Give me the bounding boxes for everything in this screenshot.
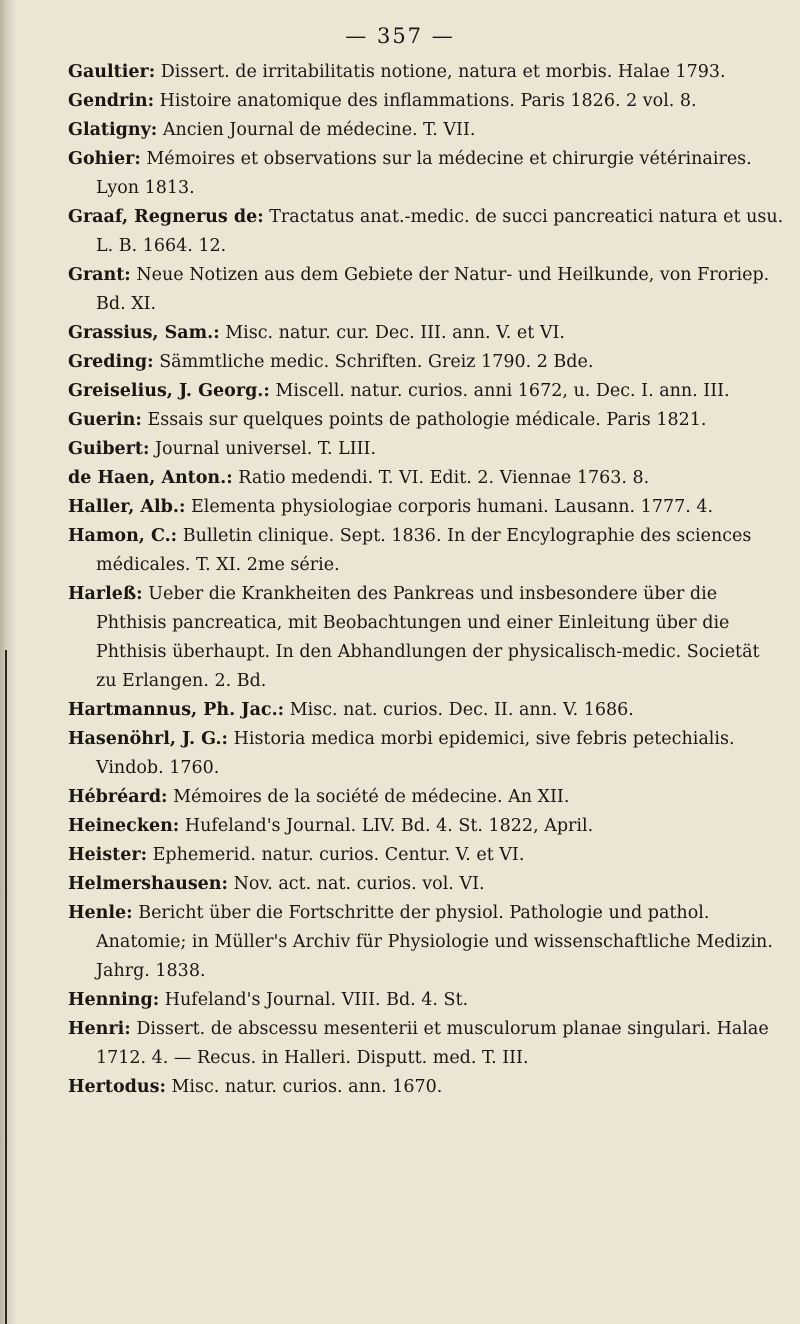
entry-text: Miscell. natur. curios. anni 1672, u. Dec. I. ann. III. [275, 381, 730, 401]
bibliography-entry [68, 319, 784, 348]
entry-author: Hamon, C.: [68, 526, 178, 546]
entry-author: Haller, Alb.: [68, 497, 186, 517]
entry-author: Guibert: [68, 439, 150, 459]
bibliography-entry [68, 377, 784, 406]
page-edge [0, 0, 16, 1324]
bibliography-entry [68, 725, 784, 783]
entry-text: Ueber die Krankheiten des Pankreas und insbesondere über die Phthisis pancreatica, mit Beobachtungen und einer Einleitung über die Phthisis überhaupt. In den Abhandlungen der physicalisch-medic. Societät zu Erlangen. 2. Bd. [96, 584, 760, 691]
entry-text: Histoire anatomique des inflammations. Paris 1826. 2 vol. 8. [159, 91, 697, 111]
entry-author: Gaultier: [68, 62, 156, 82]
entry-text: Bulletin clinique. Sept. 1836. In der Encylographie des sciences médicales. T. XI. 2me série. [96, 526, 752, 575]
entry-text: Tractatus anat.-medic. de succi pancreatici natura et usu. L. B. 1664. 12. [96, 207, 784, 256]
bibliography-entry [68, 406, 784, 435]
entry-text: Sämmtliche medic. Schriften. Greiz 1790. 2 Bde. [159, 352, 594, 372]
bibliography-entry [68, 435, 784, 464]
bibliography-entry [68, 783, 784, 812]
entry-text: Hufeland's Journal. LIV. Bd. 4. St. 1822, April. [184, 816, 594, 836]
bibliography-entry [68, 696, 784, 725]
bibliography-entry [68, 58, 784, 87]
entry-author: Grant: [68, 265, 131, 285]
bibliography-entry [68, 348, 784, 377]
bibliography-entry [68, 841, 784, 870]
entry-author: Gendrin: [68, 91, 155, 111]
entry-text: Dissert. de abscessu mesenterii et musculorum planae singulari. Halae 1712. 4. — Recus. in Halleri. Disputt. med. T. III. [96, 1019, 769, 1068]
bibliography-entry [68, 464, 784, 493]
bibliography-entry [68, 116, 784, 145]
entry-author: Greiselius, J. Georg.: [68, 381, 270, 401]
entry-text: Misc. nat. curios. Dec. II. ann. V. 1686. [289, 700, 634, 720]
bibliography-entry [68, 899, 784, 986]
bibliography-entry [68, 986, 784, 1015]
entry-text: Mémoires et observations sur la médecine et chirurgie vétérinaires. Lyon 1813. [96, 149, 752, 198]
entry-text: Misc. natur. curios. ann. 1670. [171, 1077, 443, 1097]
bibliography-entry [68, 522, 784, 580]
bibliography-entry [68, 145, 784, 203]
bibliography-entry [68, 1015, 784, 1073]
entry-text: Nov. act. nat. curios. vol. VI. [233, 874, 485, 894]
entry-author: Grassius, Sam.: [68, 323, 220, 343]
bibliography-entry [68, 812, 784, 841]
entry-author: Hartmannus, Ph. Jac.: [68, 700, 285, 720]
entry-author: Graaf, Regnerus de: [68, 207, 264, 227]
bibliography-entry [68, 261, 784, 319]
bibliography-entry [68, 493, 784, 522]
entry-text: Historia medica morbi epidemici, sive febris petechialis. Vindob. 1760. [96, 729, 735, 778]
entry-author: Hertodus: [68, 1077, 166, 1097]
bibliography-list [68, 58, 784, 1102]
entry-author: Heister: [68, 845, 148, 865]
entry-author: Greding: [68, 352, 154, 372]
bibliography-entry [68, 1073, 784, 1102]
bibliography-entry [68, 870, 784, 899]
page-number: — 357 — [345, 24, 455, 48]
entry-author: de Haen, Anton.: [68, 468, 233, 488]
entry-author: Hébréard: [68, 787, 168, 807]
entry-text: Mémoires de la société de médecine. An XII. [173, 787, 570, 807]
entry-text: Essais sur quelques points de pathologie médicale. Paris 1821. [147, 410, 707, 430]
entry-author: Gohier: [68, 149, 141, 169]
entry-text: Misc. natur. cur. Dec. III. ann. V. et VI. [225, 323, 565, 343]
entry-text: Bericht über die Fortschritte der physiol. Pathologie und pathol. Anatomie; in Müller's Archiv für Physiologie und wissenschaftliche Medizin. Jahrg. 1838. [96, 903, 773, 981]
entry-text: Ancien Journal de médecine. T. VII. [162, 120, 476, 140]
entry-author: Heinecken: [68, 816, 180, 836]
entry-author: Henri: [68, 1019, 131, 1039]
entry-author: Glatigny: [68, 120, 158, 140]
binding-line [5, 650, 7, 1324]
entry-text: Dissert. de irritabilitatis notione, natura et morbis. Halae 1793. [160, 62, 726, 82]
entry-author: Henle: [68, 903, 133, 923]
entry-text: Ephemerid. natur. curios. Centur. V. et VI. [152, 845, 525, 865]
bibliography-entry [68, 87, 784, 116]
entry-author: Guerin: [68, 410, 142, 430]
entry-text: Neue Notizen aus dem Gebiete der Natur- und Heilkunde, von Froriep. Bd. XI. [96, 265, 770, 314]
bibliography-entry [68, 580, 784, 696]
entry-text: Ratio medendi. T. VI. Edit. 2. Viennae 1763. 8. [238, 468, 650, 488]
entry-text: Hufeland's Journal. VIII. Bd. 4. St. [164, 990, 469, 1010]
entry-text: Journal universel. T. LIII. [155, 439, 377, 459]
bibliography-entry [68, 203, 784, 261]
entry-author: Henning: [68, 990, 160, 1010]
entry-author: Helmershausen: [68, 874, 228, 894]
entry-author: Harleß: [68, 584, 143, 604]
entry-text: Elementa physiologiae corporis humani. Lausann. 1777. 4. [191, 497, 714, 517]
entry-author: Hasenöhrl, J. G.: [68, 729, 229, 749]
